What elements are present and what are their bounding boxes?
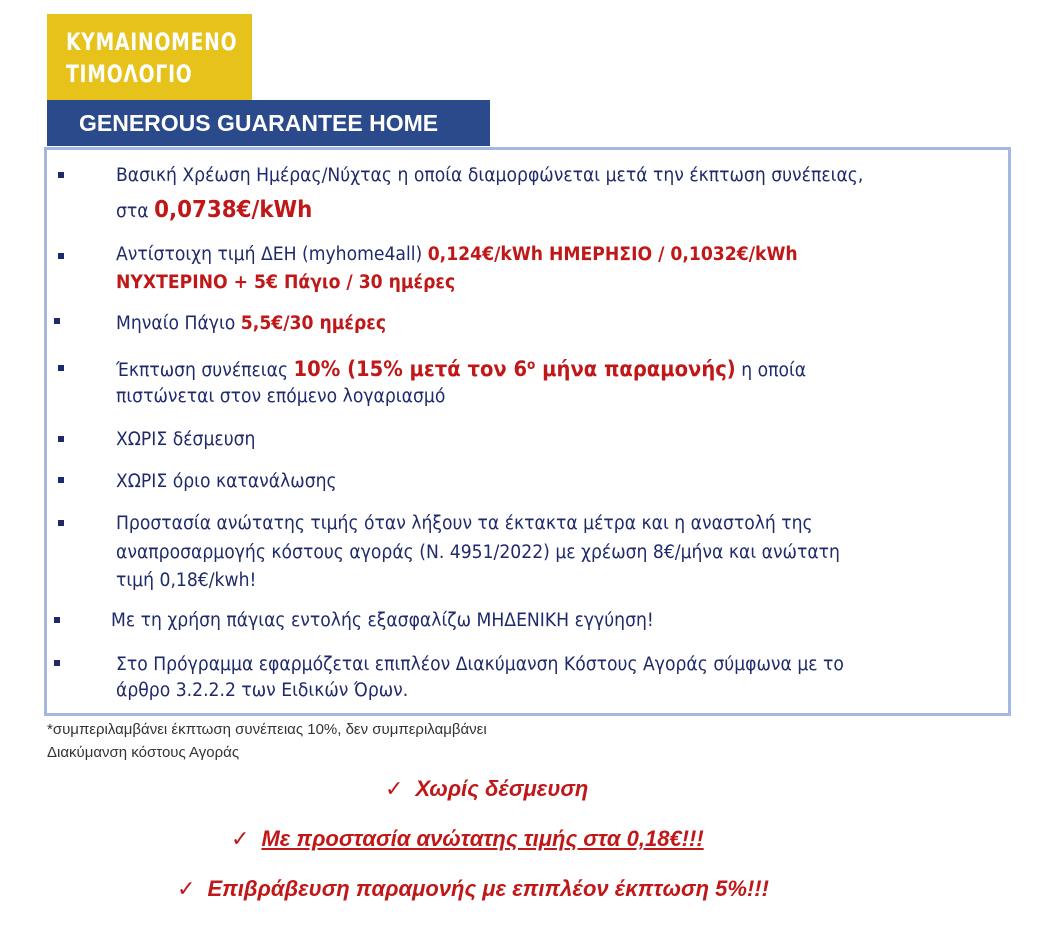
feature-discount-line1 <box>116 357 806 381</box>
feature-base-charge-prefix: στα <box>116 201 155 222</box>
feature-market-cost-line2: άρθρο 3.2.2.2 των Ειδικών Όρων. <box>116 680 409 701</box>
check-icon: ✓ <box>385 776 404 801</box>
highlight-no-commitment <box>385 776 588 802</box>
bullet-marker <box>58 477 64 483</box>
discount-prefix: Έκπτωση συνέπειας <box>116 360 294 381</box>
feature-dei-price-line1 <box>116 244 798 265</box>
monthly-fixed-price: 5,5€/30 ημέρες <box>240 313 387 334</box>
highlight-price-cap-text: Με προστασία ανώτατης τιμής στα 0,18€!!! <box>261 826 704 851</box>
footnote-line2: Διακύμανση κόστους Αγοράς <box>47 744 240 761</box>
highlight-loyalty-reward-text: Επιβράβευση παραμονής με επιπλέον έκπτωση 5%!!! <box>207 876 769 901</box>
program-name: GENEROUS GUARANTEE HOME <box>79 110 439 136</box>
highlight-no-commitment-text: Χωρίς δέσμευση <box>415 776 589 801</box>
check-icon: ✓ <box>231 826 250 851</box>
footnote-line1: *συμπεριλαμβάνει έκπτωση συνέπειας 10%, δεν συμπεριλαμβάνει <box>47 721 487 738</box>
discount-rate-b: μήνα παραμονής) <box>535 357 736 381</box>
dei-day-night-price: 0,124€/kWh ΗΜΕΡΗΣΙΟ / 0,1032€/kWh <box>427 244 798 265</box>
feature-no-commitment: ΧΩΡΙΣ δέσμευση <box>116 429 256 450</box>
bullet-marker <box>54 617 60 623</box>
monthly-fixed-prefix: Μηναίο Πάγιο <box>116 313 241 334</box>
discount-suffix: η οποία <box>735 360 807 381</box>
feature-no-consumption-limit: ΧΩΡΙΣ όριο κατανάλωσης <box>116 471 337 492</box>
check-icon: ✓ <box>177 876 196 901</box>
feature-price-cap-line3: τιμή 0,18€/kwh! <box>116 570 257 591</box>
discount-rate-a: 10% (15% μετά τον 6 <box>293 357 528 381</box>
bullet-marker <box>54 318 60 324</box>
highlight-price-cap <box>231 826 704 852</box>
highlight-loyalty-reward <box>177 876 769 902</box>
feature-dei-price-prefix: Αντίστοιχη τιμή ΔΕΗ (myhome4all) <box>116 244 428 265</box>
discount-rate-sup: ο <box>527 357 536 373</box>
tariff-type-line2: ΤΙΜΟΛΟΓΙΟ <box>66 60 193 88</box>
dei-night-fixed-charge: ΝΥΧΤΕΡΙΝΟ + 5€ Πάγιο / 30 ημέρες <box>116 272 456 293</box>
tariff-type-line1: ΚΥΜΑΙΝΟΜΕΝΟ <box>66 28 238 56</box>
bullet-marker <box>58 520 64 526</box>
bullet-marker <box>54 660 60 666</box>
tariff-type-badge <box>47 14 252 100</box>
feature-base-charge-line2 <box>116 197 312 223</box>
base-charge-price: 0,0738€/kWh <box>154 197 313 223</box>
feature-discount-line2: πιστώνεται στον επόμενο λογαριασμό <box>116 386 446 407</box>
bullet-marker <box>58 253 64 259</box>
feature-market-cost-line1: Στο Πρόγραμμα εφαρμόζεται επιπλέον Διακύμανση Κόστους Αγοράς σύμφωνα με το <box>116 654 844 675</box>
feature-zero-deposit: Με τη χρήση πάγιας εντολής εξασφαλίζω ΜΗΔΕΝΙΚΗ εγγύηση! <box>111 610 654 631</box>
bullet-marker <box>58 172 64 178</box>
feature-price-cap-line1: Προστασία ανώτατης τιμής όταν λήξουν τα έκτακτα μέτρα και η αναστολή της <box>116 513 813 534</box>
feature-price-cap-line2: αναπροσαρμογής κόστους αγοράς (Ν. 4951/2022) με χρέωση 8€/μήνα και ανώτατη <box>116 542 840 563</box>
bullet-marker <box>58 436 64 442</box>
feature-base-charge-line1: Βασική Χρέωση Ημέρας/Νύχτας η οποία διαμορφώνεται μετά την έκπτωση συνέπειας, <box>116 165 864 186</box>
feature-monthly-fixed <box>116 313 386 334</box>
bullet-marker <box>58 365 64 371</box>
program-name-banner <box>47 100 490 146</box>
